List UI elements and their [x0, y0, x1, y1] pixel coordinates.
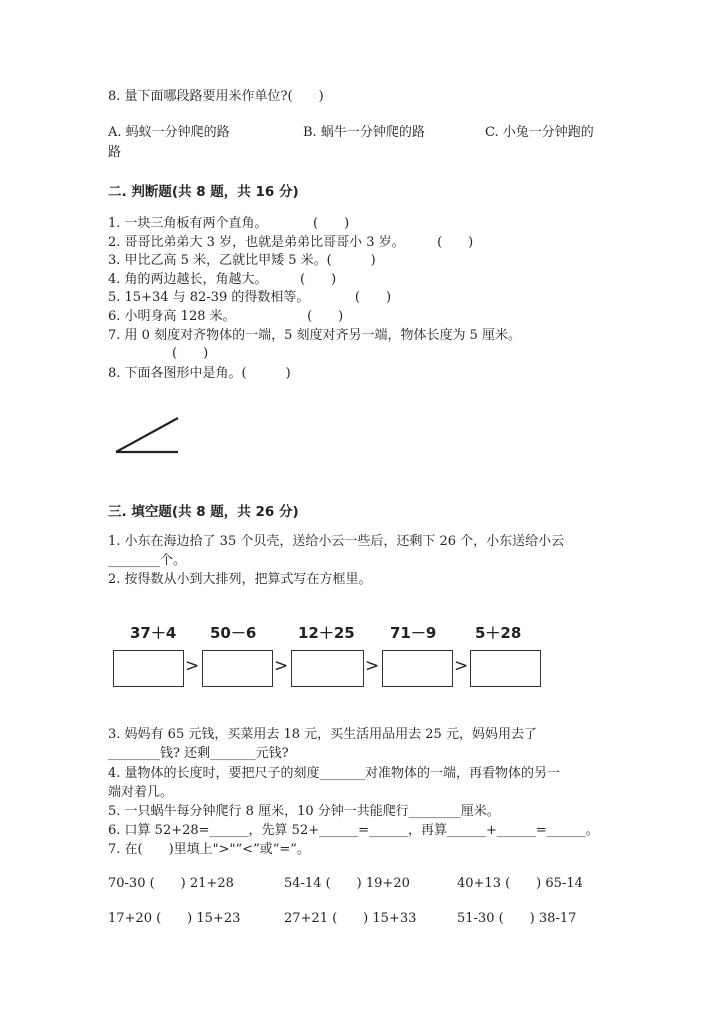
q8-option-c: C. 小兔一分钟跑的: [485, 125, 594, 140]
fill-item-1-blank: ________个。: [108, 553, 187, 568]
fill-item-2: 2. 按得数从小到大排列，把算式写在方框里。: [108, 572, 372, 587]
expression-2: 50－6: [210, 624, 257, 642]
fill-item-1: 1. 小东在海边拾了 35 个贝壳，送给小云一些后，还剩下 26 个，小东送给小云: [108, 534, 565, 549]
judge-item-6: 6. 小明身高 128 米。 ( ): [108, 309, 344, 324]
expression-3: 12＋25: [298, 624, 355, 642]
greater-sign-3: >: [365, 656, 380, 676]
section2-title: 二. 判断题(共 8 题，共 16 分): [108, 184, 299, 200]
compare-1-1: 70-30 ( ) 21+28: [108, 876, 234, 891]
fill-item-6: 6. 口算 52+28=______，先算 52+______=______，再算______+______=______。: [108, 823, 599, 838]
fill-item-5: 5. 一只蜗牛每分钟爬行 8 厘米，10 分钟一共能爬行________厘米。: [108, 804, 500, 819]
judge-item-7-paren: ( ): [172, 346, 209, 361]
judge-item-1: 1. 一块三角板有两个直角。 ( ): [108, 216, 350, 231]
answer-box-1[interactable]: [113, 650, 184, 687]
q8-stem: 8. 量下面哪段路要用米作单位?( ): [108, 89, 324, 104]
expression-5: 5＋28: [475, 624, 522, 642]
section3-title: 三. 填空题(共 8 题，共 26 分): [108, 504, 299, 520]
fill-item-7: 7. 在( )里填上">"“<”或“=”。: [108, 842, 310, 857]
answer-box-2[interactable]: [202, 650, 273, 687]
angle-figure: [110, 408, 182, 458]
judge-item-3: 3. 甲比乙高 5 米，乙就比甲矮 5 米。( ): [108, 253, 376, 268]
fill-item-3-blank: ________钱? 还剩_______元钱?: [108, 746, 289, 761]
compare-1-2: 54-14 ( ) 19+20: [284, 876, 410, 891]
greater-sign-2: >: [274, 656, 289, 676]
answer-box-5[interactable]: [470, 650, 541, 687]
fill-item-4: 4. 量物体的长度时，要把尺子的刻度_______对准物体的一端，再看物体的另一: [108, 766, 561, 781]
answer-box-4[interactable]: [382, 650, 453, 687]
fill-item-4-wrap: 端对着几。: [108, 785, 174, 800]
answer-box-3[interactable]: [291, 650, 364, 687]
compare-2-2: 27+21 ( ) 15+33: [284, 911, 417, 926]
q8-option-a: A. 蚂蚁一分钟爬的路: [108, 125, 230, 140]
fill-item-3: 3. 妈妈有 65 元钱，买菜用去 18 元，买生活用品用去 25 元，妈妈用去了: [108, 727, 537, 742]
expression-4: 71－9: [390, 624, 437, 642]
greater-sign-1: >: [185, 656, 200, 676]
q8-option-c-wrap: 路: [108, 145, 122, 160]
judge-item-8: 8. 下面各图形中是角。( ): [108, 366, 291, 381]
judge-item-4: 4. 角的两边越长，角越大。 ( ): [108, 272, 337, 287]
judge-item-5: 5. 15+34 与 82-39 的得数相等。 ( ): [108, 290, 392, 305]
judge-item-7: 7. 用 0 刻度对齐物体的一端，5 刻度对齐另一端，物体长度为 5 厘米。: [108, 328, 522, 343]
compare-2-1: 17+20 ( ) 15+23: [108, 911, 241, 926]
greater-sign-4: >: [454, 656, 469, 676]
compare-1-3: 40+13 ( ) 65-14: [457, 876, 583, 891]
q8-option-b: B. 蜗牛一分钟爬的路: [303, 125, 425, 140]
compare-2-3: 51-30 ( ) 38-17: [457, 911, 577, 926]
expression-1: 37＋4: [130, 624, 177, 642]
judge-item-2: 2. 哥哥比弟弟大 3 岁，也就是弟弟比哥哥小 3 岁。 ( ): [108, 235, 474, 250]
